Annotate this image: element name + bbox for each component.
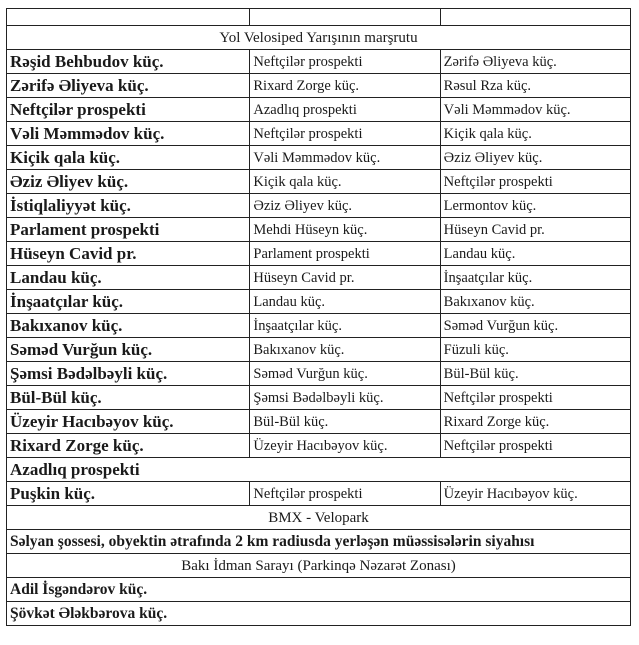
street-cell: Əziz Əliyev küç.	[7, 170, 250, 194]
from-street-cell: Səməd Vurğun küç.	[250, 362, 440, 386]
bmx-description: Səlyan şossesi, obyektin ətrafında 2 km radiusda yerləşən müəssisələrin siyahısı	[7, 530, 631, 554]
table-row	[7, 290, 631, 314]
street-cell: Üzeyir Hacıbəyov küç.	[7, 410, 250, 434]
from-street-cell: Neftçilər prospekti	[250, 50, 440, 74]
from-street-cell: Bakıxanov küç.	[250, 338, 440, 362]
street-cell: İstiqlaliyyət küç.	[7, 194, 250, 218]
table-row	[7, 434, 631, 458]
table-row	[7, 74, 631, 98]
from-street-cell: Hüseyn Cavid pr.	[250, 266, 440, 290]
table-row	[7, 482, 631, 506]
table-title: Yol Velosiped Yarışının marşrutu	[7, 26, 631, 50]
to-street-cell: Füzuli küç.	[440, 338, 630, 362]
table-row	[7, 50, 631, 74]
street-cell: Bül-Bül küç.	[7, 386, 250, 410]
table-row	[7, 410, 631, 434]
from-street-cell: Rixard Zorge küç.	[250, 74, 440, 98]
to-street-cell: Neftçilər prospekti	[440, 170, 630, 194]
from-street-cell: Landau küç.	[250, 290, 440, 314]
table-row	[7, 122, 631, 146]
table-row	[7, 218, 631, 242]
table-row	[7, 98, 631, 122]
blank-cell	[7, 9, 250, 26]
blank-cell	[440, 9, 630, 26]
street-cell: Səməd Vurğun küç.	[7, 338, 250, 362]
document-page	[6, 8, 631, 626]
from-street-cell: Kiçik qala küç.	[250, 170, 440, 194]
street-cell: Rixard Zorge küç.	[7, 434, 250, 458]
section-row	[7, 554, 631, 578]
table-row	[7, 362, 631, 386]
to-street-cell: Vəli Məmmədov küç.	[440, 98, 630, 122]
to-street-cell: Bakıxanov küç.	[440, 290, 630, 314]
street-cell: Landau küç.	[7, 266, 250, 290]
to-street-cell: İnşaatçılar küç.	[440, 266, 630, 290]
street-cell: Kiçik qala küç.	[7, 146, 250, 170]
street-cell: Bakıxanov küç.	[7, 314, 250, 338]
table-row	[7, 314, 631, 338]
to-street-cell: Landau küç.	[440, 242, 630, 266]
from-street-cell: İnşaatçılar küç.	[250, 314, 440, 338]
table-row	[7, 602, 631, 626]
to-street-cell: Səməd Vurğun küç.	[440, 314, 630, 338]
table-row	[7, 578, 631, 602]
to-street-cell: Neftçilər prospekti	[440, 386, 630, 410]
blank-cell	[250, 9, 440, 26]
to-street-cell: Neftçilər prospekti	[440, 434, 630, 458]
to-street-cell: Rəsul Rza küç.	[440, 74, 630, 98]
from-street-cell: Vəli Məmmədov küç.	[250, 146, 440, 170]
street-cell: Rəşid Behbudov küç.	[7, 50, 250, 74]
table-row	[7, 338, 631, 362]
from-street-cell: Azadlıq prospekti	[250, 98, 440, 122]
table-row	[7, 146, 631, 170]
from-street-cell: Bül-Bül küç.	[250, 410, 440, 434]
to-street-cell: Rixard Zorge küç.	[440, 410, 630, 434]
baku-heading: Bakı İdman Sarayı (Parkinqə Nəzarət Zonası)	[7, 554, 631, 578]
table-row	[7, 386, 631, 410]
from-street-cell: Şəmsi Bədəlbəyli küç.	[250, 386, 440, 410]
to-street-cell: Bül-Bül küç.	[440, 362, 630, 386]
to-street-cell: Əziz Əliyev küç.	[440, 146, 630, 170]
section-row	[7, 506, 631, 530]
route-table	[6, 8, 631, 626]
to-street-cell: Kiçik qala küç.	[440, 122, 630, 146]
from-street-cell: Neftçilər prospekti	[250, 122, 440, 146]
table-row	[7, 458, 631, 482]
street-cell: Şəmsi Bədəlbəyli küç.	[7, 362, 250, 386]
street-cell: Puşkin küç.	[7, 482, 250, 506]
street-cell: Parlament prospekti	[7, 218, 250, 242]
table-row	[7, 170, 631, 194]
to-street-cell: Zərifə Əliyeva küç.	[440, 50, 630, 74]
table-row	[7, 242, 631, 266]
table-row	[7, 266, 631, 290]
street-cell: Adil İsgəndərov küç.	[7, 578, 631, 602]
street-cell: Şövkət Ələkbərova küç.	[7, 602, 631, 626]
street-cell: Hüseyn Cavid pr.	[7, 242, 250, 266]
from-street-cell: Neftçilər prospekti	[250, 482, 440, 506]
from-street-cell: Mehdi Hüseyn küç.	[250, 218, 440, 242]
section-description-row	[7, 530, 631, 554]
blank-header-row	[7, 9, 631, 26]
street-cell: Azadlıq prospekti	[7, 458, 631, 482]
bmx-heading: BMX - Velopark	[7, 506, 631, 530]
street-cell: Vəli Məmmədov küç.	[7, 122, 250, 146]
street-cell: Neftçilər prospekti	[7, 98, 250, 122]
table-title-row	[7, 26, 631, 50]
street-cell: İnşaatçılar küç.	[7, 290, 250, 314]
from-street-cell: Əziz Əliyev küç.	[250, 194, 440, 218]
table-row	[7, 194, 631, 218]
to-street-cell: Hüseyn Cavid pr.	[440, 218, 630, 242]
street-cell: Zərifə Əliyeva küç.	[7, 74, 250, 98]
to-street-cell: Lermontov küç.	[440, 194, 630, 218]
from-street-cell: Üzeyir Hacıbəyov küç.	[250, 434, 440, 458]
from-street-cell: Parlament prospekti	[250, 242, 440, 266]
to-street-cell: Üzeyir Hacıbəyov küç.	[440, 482, 630, 506]
